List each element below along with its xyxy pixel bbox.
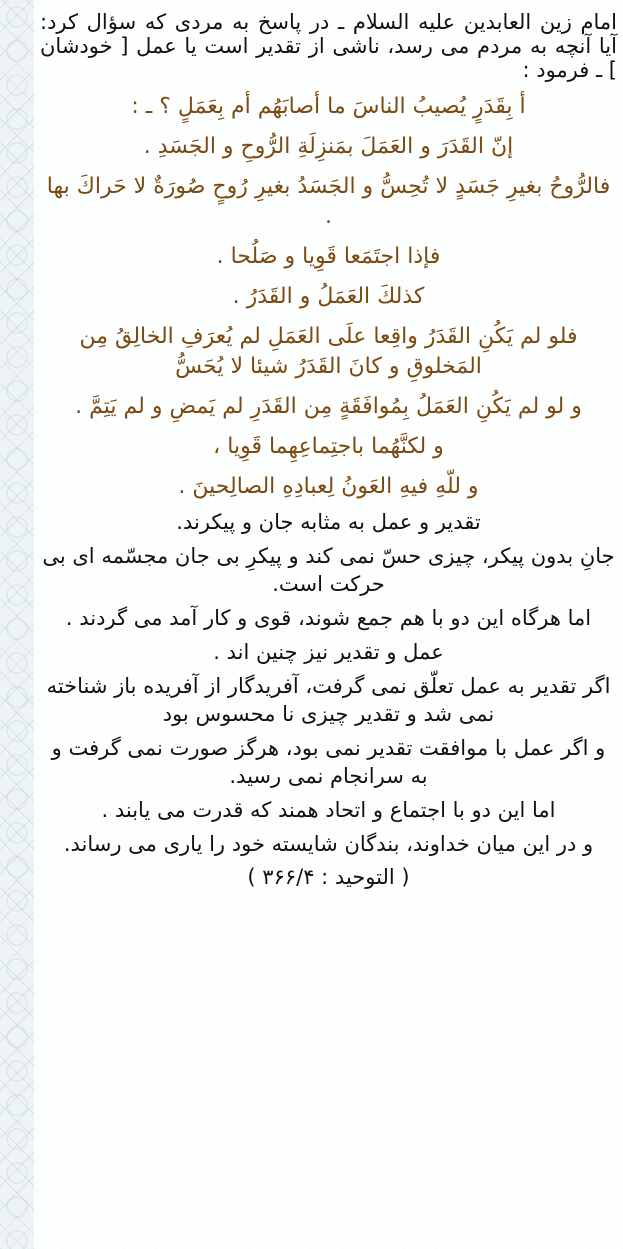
source-citation: ( التوحید : ۳۶۶/۴ )	[247, 865, 410, 889]
persian-line: و اگر عمل با موافقت تقدیر نمی بود، هرگز صورت نمی گرفت و به سرانجام نمی رسید.	[51, 736, 606, 788]
arabic-line: فلو لم يَكُنِ القَدَرُ واقِعا علَى العَمَلِ لم يُعرَفِ الخالِقُ مِن المَخلوقِ و كانَ القَدَرُ شيئا لا يُحَسُّ	[79, 324, 578, 379]
decorative-pattern	[0, 0, 34, 1249]
arabic-line: و لو لم يَكُنِ العَمَلُ بِمُوافَقَةٍ مِن القَدَرِ لم يَمضِ و لم يَتِمَّ .	[75, 394, 582, 419]
arabic-line: إنّ القَدَرَ و العَمَلَ بمَنزِلَةِ الرُّوحِ و الجَسَدِ .	[143, 134, 514, 159]
arabic-line: و لكنَّهُما باجتِماعِهِما قَوِيا ،	[213, 434, 444, 459]
persian-line: اگر تقدیر به عمل تعلّق نمی گرفت، آفریدگار از آفریده باز شناخته نمی شد و تقدیر چیزی نا محسوس بود	[46, 674, 611, 726]
persian-line: اما هرگاه این دو با هم جمع شوند، قوی و کار آمد می گردند .	[65, 606, 592, 630]
arabic-line: فإذا اجتَمَعا قَوِيا و صَلُحا .	[216, 244, 441, 269]
hadith-text	[34, 0, 623, 1249]
persian-line: عمل و تقدیر نیز چنین اند .	[213, 640, 444, 664]
arabic-line: كذلكَ العَمَلُ و القَدَرُ .	[232, 284, 425, 309]
persian-line: و در این میان خداوند، بندگان شایسته خود را یاری می رساند.	[63, 832, 594, 856]
arabic-line: فالرُّوحُ بغيرِ جَسَدٍ لا تُحِسُّ و الجَسَدُ بغيرِ رُوحٍ صُورَةٌ لا حَراكَ بها .	[46, 174, 611, 229]
arabic-line: و للّهِ فيهِ العَونُ لِعبادِهِ الصالِحينَ .	[178, 474, 479, 499]
intro-text: امام زین العابدین علیه السلام ـ در پاسخ به مردی که سؤال کرد: آیا آنچه به مردم می رسد، ناشی از تقدیر است یا عمل [ خودشان ] ـ فرمود :	[40, 10, 617, 82]
persian-line: اما این دو با اجتماع و اتحاد همند که قدرت می یابند .	[101, 798, 556, 822]
arabic-line: أ بِقَدَرٍ يُصيبُ الناسَ ما أصابَهُم أم بِعَمَلٍ ؟ ـ :	[131, 94, 526, 119]
persian-line: جانِ بدون پیکر، چیزی حسّ نمی کند و پیکرِ بی جان مجسّمه ای بی حرکت است.	[42, 544, 615, 596]
persian-line: تقدیر و عمل به مثابه جان و پیکرند.	[176, 510, 481, 534]
